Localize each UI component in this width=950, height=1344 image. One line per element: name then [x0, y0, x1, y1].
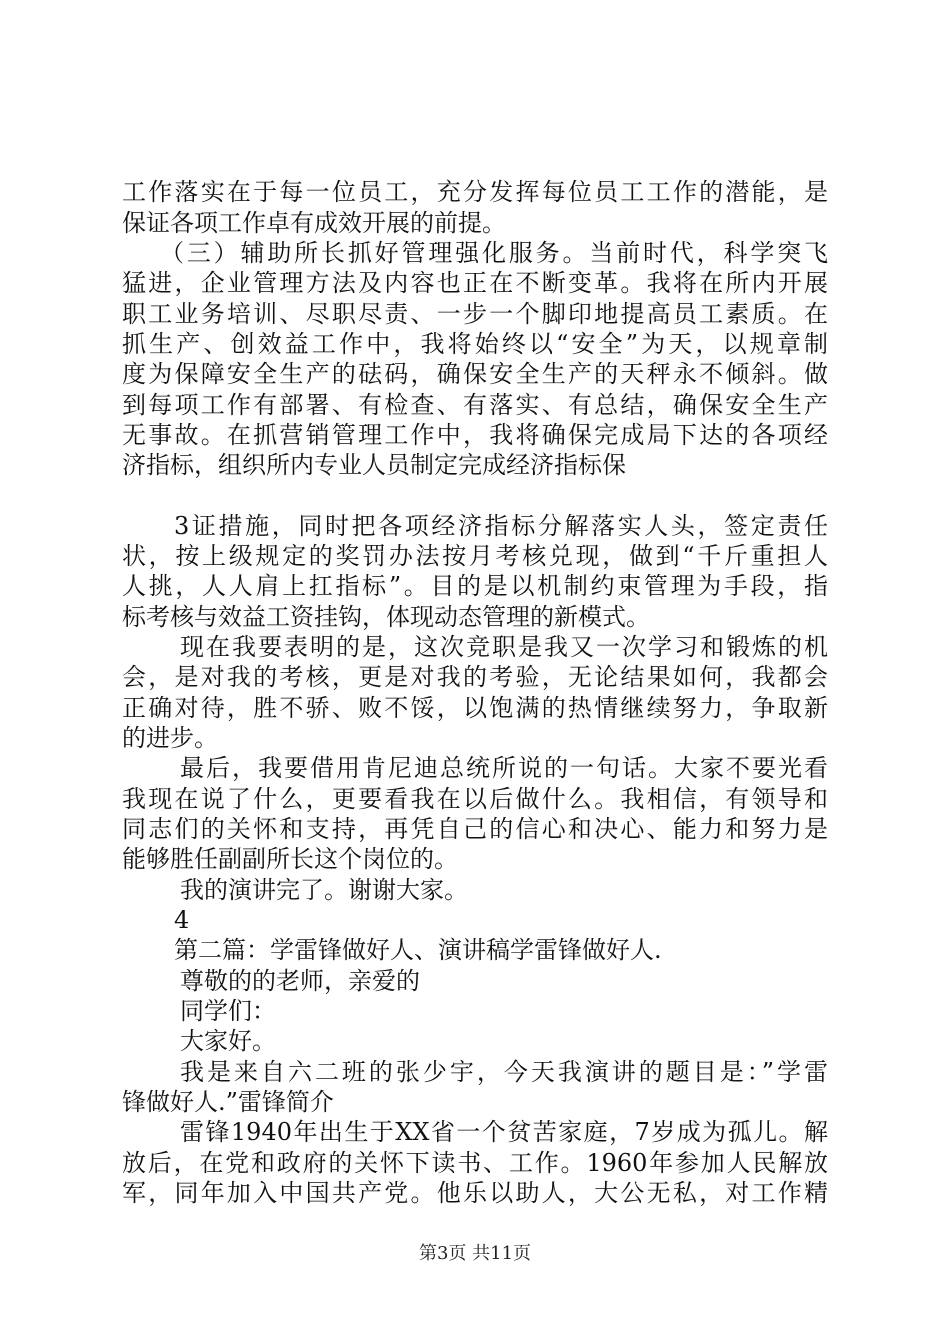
- text-line: 抓生产、创效益工作中，我将始终以“安全”为天，以规章制: [122, 330, 828, 358]
- text-line: 我现在说了什么，更要看我在以后做什么。我相信，有领导和: [122, 785, 828, 813]
- text-line: 最后，我要借用肯尼迪总统所说的一句话。大家不要光看: [180, 754, 828, 782]
- text-line: 职工业务培训、尽职尽责、一步一个脚印地提高员工素质。在: [122, 300, 828, 328]
- text-line: 我的演讲完了。谢谢大家。: [180, 876, 468, 904]
- text-line: 猛进，企业管理方法及内容也正在不断变革。我将在所内开展: [122, 269, 828, 297]
- text-line: 能够胜任副副所长这个岗位的。: [122, 845, 458, 873]
- page-footer: 第3页 共11页: [418, 1243, 532, 1264]
- text-line: 无事故。在抓营销管理工作中，我将确保完成局下达的各项经: [122, 421, 828, 449]
- text-line: 济指标，组织所内专业人员制定完成经济指标保: [122, 451, 626, 479]
- text-line: 工作落实在于每一位员工，充分发挥每位员工工作的潜能，是: [122, 178, 828, 206]
- section-heading: 第二篇：学雷锋做好人、演讲稿学雷锋做好人.: [174, 936, 662, 964]
- text-line: 同志们的关怀和支持，再凭自己的信心和决心、能力和努力是: [122, 815, 828, 843]
- text-line: 度为保障安全生产的砝码，确保安全生产的天秤永不倾斜。做: [122, 360, 828, 388]
- text-line: 正确对待，胜不骄、败不馁，以饱满的热情继续努力，争取新: [122, 694, 828, 722]
- text-line: 标考核与效益工资挂钩，体现动态管理的新模式。: [122, 603, 650, 631]
- text-line: 人挑，人人肩上扛指标”。目的是以机制约束管理为手段，指: [122, 572, 828, 600]
- text-line: 军，同年加入中国共产党。他乐以助人，大公无私，对工作精: [122, 1179, 828, 1207]
- text-line: （三）辅助所长抓好管理强化服务。当前时代，科学突飞: [160, 239, 828, 267]
- page-number-inline: 4: [174, 906, 190, 934]
- text-line: 会，是对我的考核，更是对我的考验，无论结果如何，我都会: [122, 663, 828, 691]
- text-line: 锋做好人.”雷锋简介: [122, 1088, 334, 1116]
- text-line: 同学们：: [180, 997, 276, 1025]
- text-line: 尊敬的的老师，亲爱的: [180, 967, 420, 995]
- text-line: 雷锋1940年出生于XX省一个贫苦家庭，7岁成为孤儿。解: [180, 1118, 828, 1146]
- text-line: 的进步。: [122, 724, 218, 752]
- text-line: 状，按上级规定的奖罚办法按月考核兑现，做到“千斤重担人: [122, 542, 828, 570]
- text-line: 3证措施，同时把各项经济指标分解落实人头，签定责任: [174, 512, 828, 540]
- text-line: 放后，在党和政府的关怀下读书、工作。1960年参加人民解放: [122, 1149, 828, 1177]
- text-line: 大家好。: [180, 1027, 276, 1055]
- text-line: 保证各项工作卓有成效开展的前提。: [122, 209, 506, 237]
- text-line: 现在我要表明的是，这次竞职是我又一次学习和锻炼的机: [180, 633, 828, 661]
- text-line: 到每项工作有部署、有检查、有落实、有总结，确保安全生产: [122, 391, 828, 419]
- text-line: 我是来自六二班的张少宇，今天我演讲的题目是：”学雷: [180, 1058, 828, 1086]
